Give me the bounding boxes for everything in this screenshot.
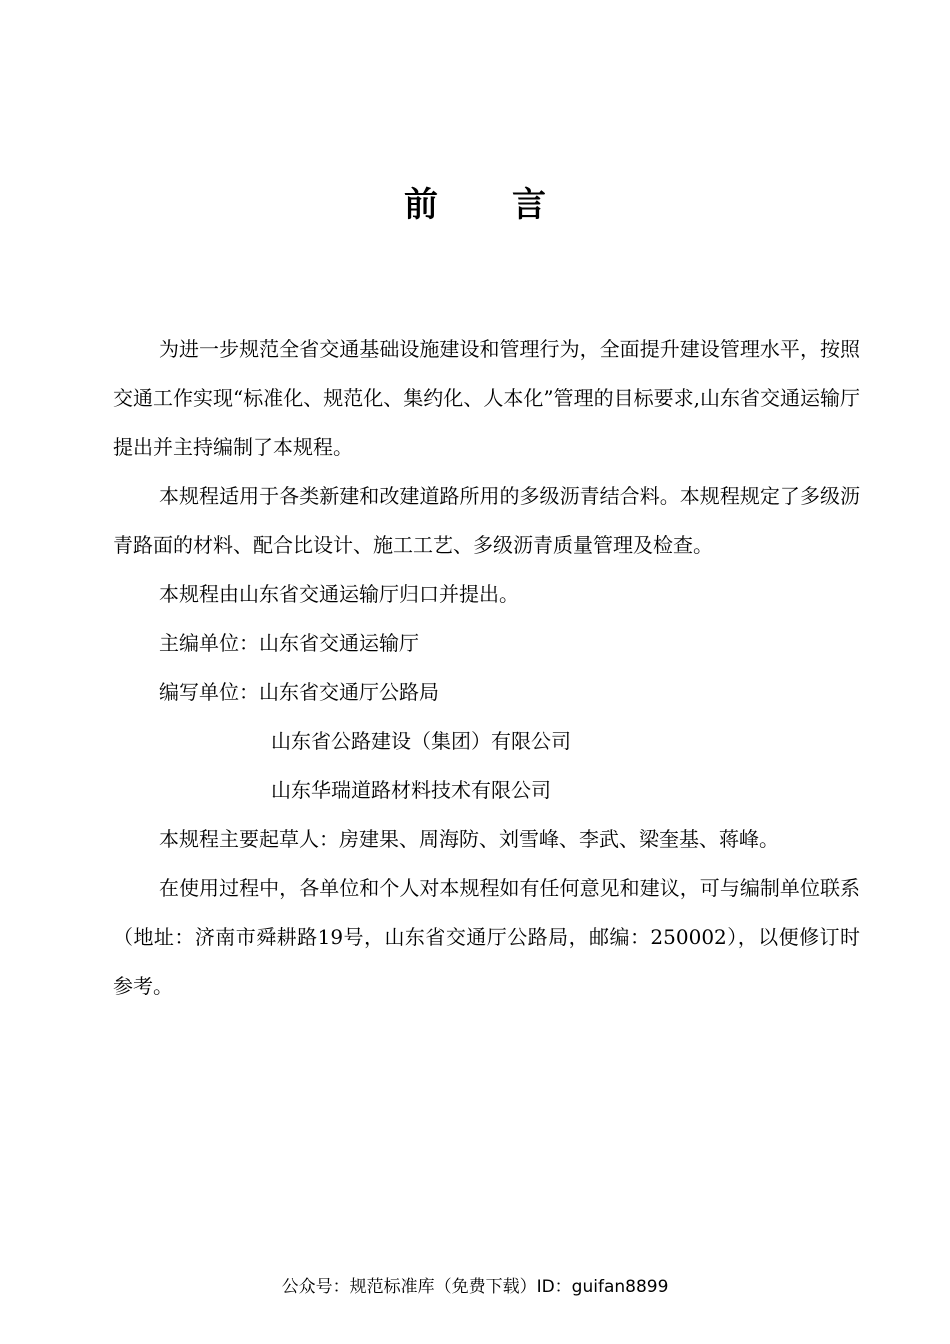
- paragraph-feedback: 在使用过程中，各单位和个人对本规程如有任何意见和建议，可与编制单位联系（地址：济南市舜耕路19号，山东省交通厅公路局，邮编：250002），以便修订时参考。: [113, 876, 860, 998]
- paragraph-authority: 本规程由山东省交通运输厅归口并提出。: [159, 582, 519, 606]
- page-title: [0, 182, 950, 228]
- title-char-2: 言: [512, 185, 546, 225]
- document-body: [113, 325, 860, 1011]
- paragraph-drafters: 本规程主要起草人：房建果、周海防、刘雪峰、李武、梁奎基、蒋峰。: [159, 827, 779, 851]
- editing-unit-3: 山东华瑞道路材料技术有限公司: [271, 778, 551, 802]
- paragraph-scope: 本规程适用于各类新建和改建道路所用的多级沥青结合料。本规程规定了多级沥青路面的材料、配合比设计、施工工艺、多级沥青质量管理及检查。: [113, 484, 860, 557]
- editing-unit-2: 山东省公路建设（集团）有限公司: [271, 729, 571, 753]
- footer-watermark-text: 公众号：规范标准库（免费下载）ID：guifan8899: [281, 1277, 669, 1297]
- paragraph-chief-editor: 主编单位：山东省交通运输厅: [159, 631, 419, 655]
- paragraph-editing-units: 编写单位：山东省交通厅公路局: [159, 680, 439, 704]
- paragraph-purpose: 为进一步规范全省交通基础设施建设和管理行为，全面提升建设管理水平，按照交通工作实现“标准化、规范化、集约化、人本化”管理的目标要求,山东省交通运输厅提出并主持编制了本规程。: [113, 337, 860, 459]
- title-char-1: 前: [404, 185, 438, 225]
